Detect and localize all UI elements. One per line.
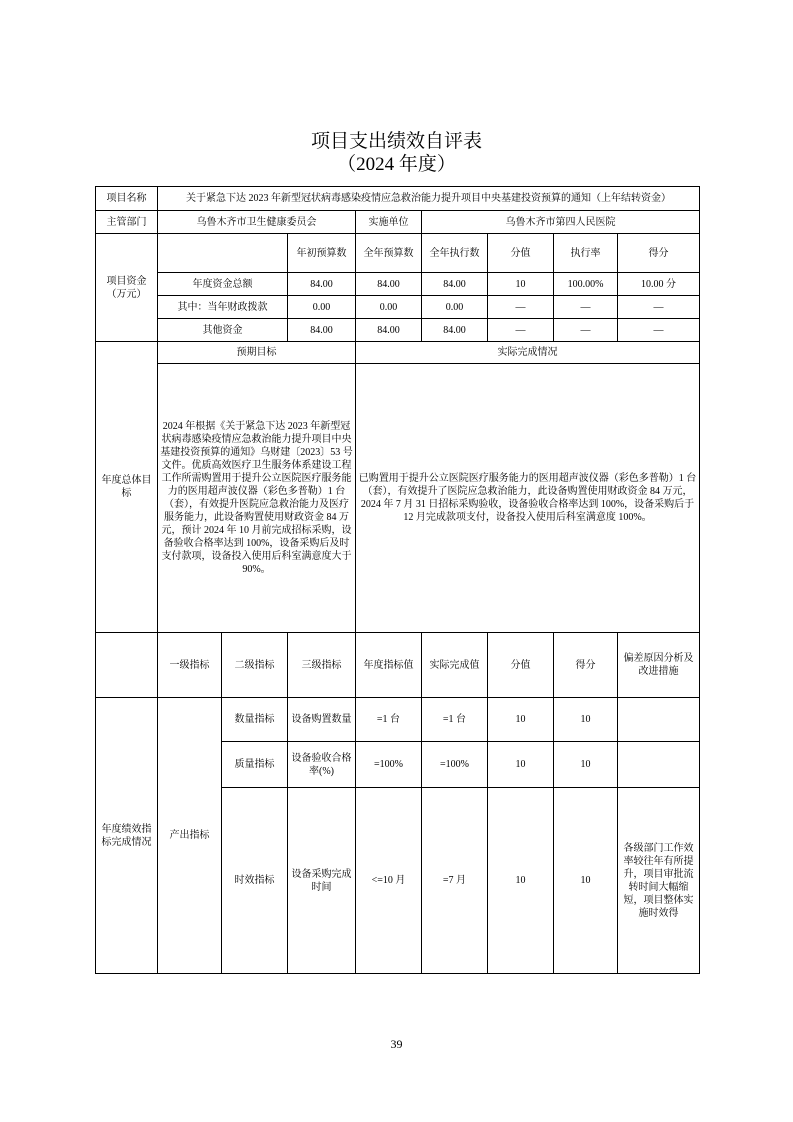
project-name-value: 关于紧急下达 2023 年新型冠状病毒感染疫情应急救治能力提升项目中央基建投资预算的通知（上年结转资金） (158, 187, 700, 211)
funding-value: 0.00 (422, 296, 488, 319)
funding-row-total (96, 273, 700, 296)
indicator-deviation: 各级部门工作效率较往年有所提升，项目审批流转时间大幅缩短，项目整体实施时效得 (618, 788, 700, 974)
funding-value: 84.00 (288, 319, 356, 342)
indicator-deviation (618, 742, 700, 788)
actual-completion-text: 已购置用于提升公立医院医疗服务能力的医用超声波仪器（彩色多普勒）1 台（套），有效提升了医院应急救治能力，此设备购置使用财政资金 84 万元，2024 年 7 月 31 日招标采购验收，设备验收合格率达到 100%，设备采购后于 12 月完成款项支付，设备投入使用后科室满意度 100%。 (356, 364, 700, 633)
funding-value: 84.00 (356, 319, 422, 342)
implement-unit-value: 乌鲁木齐市第四人民医院 (422, 211, 700, 234)
project-name-row (96, 187, 700, 211)
indicator-section-label: 年度绩效指标完成情况 (96, 698, 158, 974)
project-name-label: 项目名称 (96, 187, 158, 211)
indicator-target: =100% (356, 742, 422, 788)
indicator-col-level1: 一级指标 (158, 633, 222, 698)
indicator-level3: 设备验收合格率(%) (288, 742, 356, 788)
funding-value: — (618, 319, 700, 342)
indicator-level3: 设备购置数量 (288, 698, 356, 742)
indicator-level1-value: 产出指标 (158, 698, 222, 974)
funding-col-score-value: 分值 (488, 234, 554, 273)
indicator-col-target: 年度指标值 (356, 633, 422, 698)
indicator-row-quantity (96, 698, 700, 742)
department-label: 主管部门 (96, 211, 158, 234)
indicator-deviation (618, 698, 700, 742)
funding-value: 10 (488, 273, 554, 296)
indicator-col-score-value: 分值 (488, 633, 554, 698)
indicator-level2: 时效指标 (222, 788, 288, 974)
funding-value: — (554, 296, 618, 319)
funding-blank-cell (158, 234, 288, 273)
funding-col-annual-execution: 全年执行数 (422, 234, 488, 273)
funding-col-score: 得分 (618, 234, 700, 273)
funding-row-label: 年度资金总额 (158, 273, 288, 296)
indicator-score-value: 10 (488, 698, 554, 742)
indicator-col-score: 得分 (554, 633, 618, 698)
funding-value: 84.00 (422, 273, 488, 296)
funding-col-initial-budget: 年初预算数 (288, 234, 356, 273)
page-subtitle: （2024 年度） (337, 154, 456, 175)
funding-value: 84.00 (288, 273, 356, 296)
indicator-score: 10 (554, 742, 618, 788)
indicator-blank-cell (96, 633, 158, 698)
indicator-target: =1 台 (356, 698, 422, 742)
expected-goal-header: 预期目标 (158, 342, 356, 364)
implement-unit-label: 实施单位 (356, 211, 422, 234)
department-value: 乌鲁木齐市卫生健康委员会 (158, 211, 356, 234)
department-row (96, 211, 700, 234)
indicator-level2: 质量指标 (222, 742, 288, 788)
indicator-header-row (96, 633, 700, 698)
funding-row-label: 其中：当年财政拨款 (158, 296, 288, 319)
annual-goal-label: 年度总体目标 (96, 342, 158, 633)
funding-value: 0.00 (288, 296, 356, 319)
indicator-actual: =7 月 (422, 788, 488, 974)
page-title: 项目支出绩效自评表 (310, 131, 482, 152)
funding-value: — (554, 319, 618, 342)
indicator-score-value: 10 (488, 788, 554, 974)
actual-completion-header: 实际完成情况 (356, 342, 700, 364)
indicator-col-level3: 三级指标 (288, 633, 356, 698)
funding-value: 10.00 分 (618, 273, 700, 296)
funding-value: 100.00% (554, 273, 618, 296)
funding-col-annual-budget: 全年预算数 (356, 234, 422, 273)
indicator-actual: =100% (422, 742, 488, 788)
funding-row-label: 其他资金 (158, 319, 288, 342)
goal-header-row (96, 342, 700, 364)
funding-value: — (488, 319, 554, 342)
funding-col-execution-rate: 执行率 (554, 234, 618, 273)
funding-value: — (618, 296, 700, 319)
funding-value: 84.00 (422, 319, 488, 342)
indicator-score: 10 (554, 698, 618, 742)
expected-goal-text: 2024 年根据《关于紧急下达 2023 年新型冠状病毒感染疫情应急救治能力提升项目中央基建投资预算的通知》乌财建〔2023〕53 号文件。优质高效医疗卫生服务体系建设工程工作所需购置用于提升公立医院医疗服务能力的医用超声波仪器（彩色多普勒）1 台（套），有效提升医院应急救治能力及医疗服务能力，此设备购置使用财政资金 84 万元，预计 2024 年 10 月前完成招标采购，设备验收合格率达到 100%，设备采购后及时支付款项，设备投入使用后科室满意度大于 90%。 (158, 364, 356, 633)
funding-value: 0.00 (356, 296, 422, 319)
goal-content-row (96, 364, 700, 633)
indicator-col-deviation: 偏差原因分析及改进措施 (618, 633, 700, 698)
indicator-score-value: 10 (488, 742, 554, 788)
indicator-score: 10 (554, 788, 618, 974)
funding-section-label: 项目资金（万元） (96, 234, 158, 342)
funding-row-fiscal (96, 296, 700, 319)
self-evaluation-table (95, 186, 700, 974)
funding-header-row (96, 234, 700, 273)
funding-value: 84.00 (356, 273, 422, 296)
indicator-actual: =1 台 (422, 698, 488, 742)
page-number: 39 (390, 1037, 403, 1051)
funding-value: — (488, 296, 554, 319)
indicator-col-actual: 实际完成值 (422, 633, 488, 698)
indicator-level2: 数量指标 (222, 698, 288, 742)
indicator-level3: 设备采购完成时间 (288, 788, 356, 974)
indicator-target: <=10 月 (356, 788, 422, 974)
indicator-col-level2: 二级指标 (222, 633, 288, 698)
funding-row-other (96, 319, 700, 342)
